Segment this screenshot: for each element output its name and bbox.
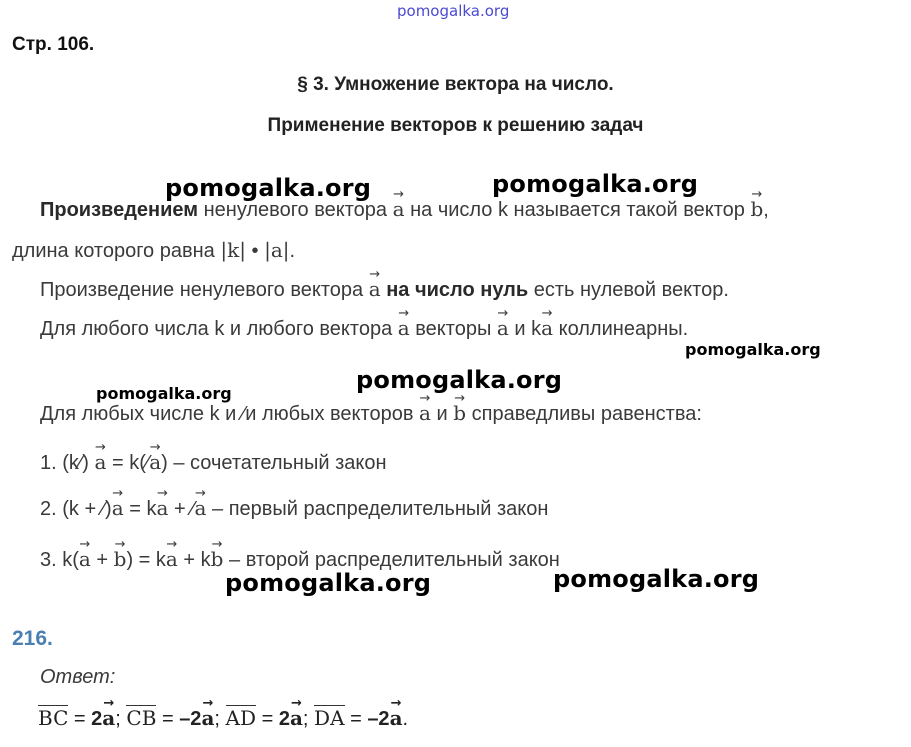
vector-a: → a (94, 452, 106, 472)
text: ; (115, 708, 127, 730)
text: . (402, 708, 409, 730)
vector-a: → a (369, 279, 381, 299)
section-title: § 3. Умножение вектора на число. (297, 74, 614, 95)
vector-a: → a (149, 452, 161, 472)
vector-a: → a (156, 498, 168, 518)
watermark: pomogalka.org (165, 174, 372, 202)
vector-a: → a (79, 549, 91, 569)
text: векторы (409, 318, 497, 340)
vector-da: DA (314, 706, 345, 730)
law-1 (40, 452, 387, 475)
section-subtitle: Применение векторов к решению задач (267, 115, 644, 136)
page-number: Стр. 106. (12, 34, 95, 55)
text: 3. k( (40, 549, 79, 571)
text: – второй распределительный закон (223, 549, 560, 571)
vector-b: → b (114, 549, 127, 569)
definition-line-2 (12, 238, 295, 263)
lambda: ⁄ (78, 452, 83, 474)
text: – первый распределительный закон (206, 498, 549, 520)
abs-k: |k| (220, 238, 246, 262)
vector-b: → b (750, 199, 763, 219)
text: коллинеарны. (553, 318, 689, 340)
text: 2. (k + (40, 498, 102, 520)
watermark: pomogalka.org (96, 384, 232, 403)
vector-a: → a (195, 498, 207, 518)
vector-a: → a (393, 199, 405, 219)
text: ) (82, 452, 95, 474)
vector-a: → a (419, 403, 431, 423)
text: = (68, 708, 92, 730)
vector-a: → a (497, 318, 509, 338)
watermark-top: pomogalka.org (397, 2, 510, 20)
vector-ad: AD (225, 706, 257, 730)
text: есть нулевой вектор. (528, 279, 729, 301)
lambda: ⁄ (191, 498, 195, 520)
vector-b: → b (453, 403, 466, 423)
vector-a: → a (102, 708, 115, 728)
vector-a: → a (201, 708, 214, 728)
text: = k (123, 498, 157, 520)
coefficient: 2 (278, 708, 290, 730)
vector-bc: BC (38, 706, 69, 730)
text: Произведение ненулевого вектора (40, 279, 369, 301)
vector-cb: CB (126, 706, 157, 730)
vector-a: → a (290, 708, 303, 728)
answer-line (38, 708, 408, 731)
coefficient: –2 (367, 708, 390, 730)
text: на число k называется такой вектор (404, 199, 751, 221)
text: = (344, 708, 368, 730)
text: . (289, 240, 296, 262)
zero-rule (40, 279, 729, 302)
text: = (156, 708, 180, 730)
lambda: ⁄ (241, 403, 246, 425)
text: + (168, 498, 192, 520)
answer-label: Ответ: (40, 666, 116, 688)
vector-b: → b (211, 549, 224, 569)
text: = (256, 708, 279, 730)
text: и (430, 403, 454, 425)
vector-a: → a (541, 318, 553, 338)
watermark: pomogalka.org (492, 170, 699, 198)
text: ; (302, 708, 315, 730)
vector-a: → a (166, 549, 178, 569)
law-2 (40, 498, 548, 521)
law-3 (40, 549, 560, 572)
coefficient: –2 (179, 708, 202, 730)
text: • (245, 240, 265, 262)
laws-intro (40, 403, 702, 426)
text: справедливы равенства: (466, 403, 702, 425)
text: , (763, 199, 769, 221)
text: ) (105, 498, 112, 520)
vector-a: → a (390, 708, 403, 728)
vector-a: → a (112, 498, 124, 518)
definition-line-1 (40, 199, 769, 222)
collinear-rule (40, 318, 688, 341)
watermark: pomogalka.org (356, 366, 563, 394)
bold-text: на число нуль (380, 279, 529, 301)
text: Для любого числа k и любого вектора (40, 318, 398, 340)
watermark: pomogalka.org (685, 340, 821, 359)
text: + k (177, 549, 211, 571)
watermark: pomogalka.org (553, 565, 760, 593)
text: ) – сочетательный закон (161, 452, 387, 474)
watermark: pomogalka.org (225, 569, 432, 597)
text: = k( (106, 452, 146, 474)
text: и любых векторов (245, 403, 420, 425)
vector-a: → a (398, 318, 410, 338)
coefficient: 2 (91, 708, 103, 730)
text: ) = k (126, 549, 166, 571)
definition-term: Произведением (40, 199, 199, 221)
text: ненулевого вектора (198, 199, 393, 221)
abs-vector-a: |a| (264, 238, 290, 262)
text: + (90, 549, 114, 571)
task-number: 216. (12, 627, 53, 650)
text: длина которого равна (12, 240, 221, 262)
lambda: ⁄ (101, 498, 106, 520)
text: ; (214, 708, 226, 730)
text: Для любых числе k и (40, 403, 242, 425)
text: 1. (k (40, 452, 79, 474)
text: и k (508, 318, 542, 340)
lambda: ⁄ (145, 452, 150, 474)
